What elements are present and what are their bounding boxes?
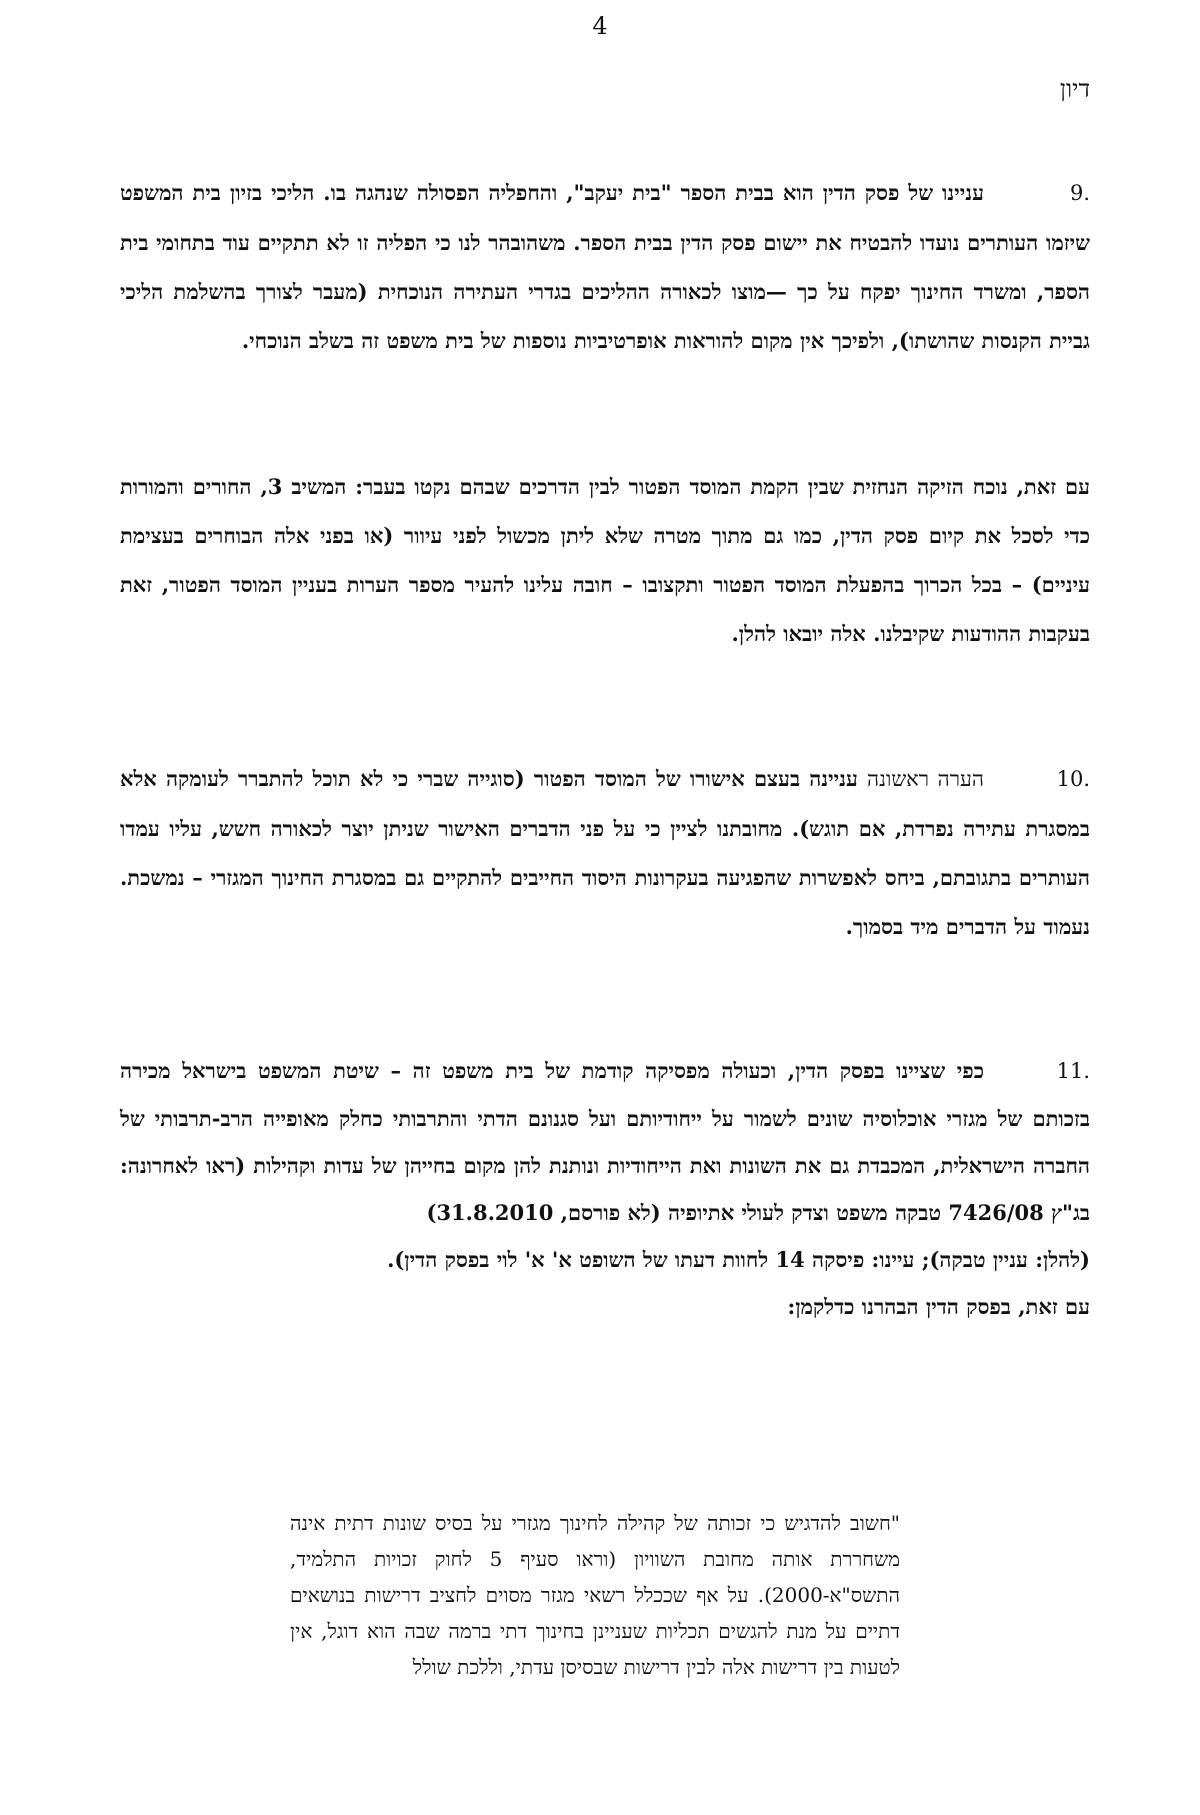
paragraph-text-intro: עם זאת, בפסק הדין הבהרנו כדלקמן: — [787, 1294, 1090, 1319]
paragraph-text: כפי שציינו בפסק הדין, וכעולה מפסיקה קודמת של בית משפט זה – שיטת המשפט בישראל מכירה בזכותם של מגזרי אוכלוסיה שונים לשמור על ייחודיותם ועל סגנונם הדתי והתרבותי כחלק מאופייה הרב-תרבותי של החברה הישראלית, המכבדת גם את השונות ואת הייחודיות ונותנת להן מקום בחייהן של עדות וקהילות (ראו לאחרונה: בג"ץ 7426/08 טבקה משפט וצדק לעולי אתיופיה (לא פורסם, 31.8.2010) — [120, 1058, 1090, 1225]
paragraph-number: .10 — [1056, 767, 1090, 791]
paragraph-number: .9 — [1069, 181, 1090, 205]
paragraph-number: .11 — [1056, 1059, 1090, 1083]
paragraph-11 — [120, 1047, 1090, 1330]
block-quote: "חשוב להדגיש כי זכותה של קהילה לחינוך מגזרי על בסיס שונות דתית אינה משחררת אותה מחובת השוויון (וראו סעיף 5 לחוק זכויות התלמיד, התשס"א-2000). על אף שככלל רשאי מגזר מסוים לחציב דרישות בנושאים דתיים על מנת להגשים תכליות שעניינן בחינוך דתי ברמה שבה הוא דוגל, אין לטעות בין דרישות אלה לבין דרישות שבסיסן עדתי, וללכת שולל — [290, 1511, 900, 1679]
section-title: דיון — [1059, 75, 1090, 103]
paragraph-text: עניינה בעצם אישורו של המוסד הפטור (סוגייה שברי כי לא תוכל להתברר לעומקה אלא במסגרת עתירה נפרדת, אם תוגש). מחובתנו לציין כי על פני הדברים האישור שניתן יוצר לכאורה חשש, עליו עמדו העותרים בתגובתם, ביחס לאפשרות שהפגיעה בעקרונות היסוד החייבים להתקיים גם במסגרת החינוך המגזרי – נמשכת. נעמוד על הדברים מיד בסמוך. — [120, 766, 1090, 939]
paragraph-10 — [120, 754, 1090, 951]
paragraph-text-citation: (להלן: עניין טבקה); עיינו: פיסקה 14 לחוות דעתו של השופט א' א' לוי בפסק הדין). — [387, 1247, 1090, 1272]
paragraph-text: עניינו של פסק הדין הוא בבית הספר "בית יעקב", והחפליה הפסולה שנהגה בו. הליכי בזיון בית המשפט שיזמו העותרים נועדו להבטיח את יישום פסק הדין בבית הספר. משהובהר לנו כי הפליה זו לא תתקיים עוד בתחומי בית הספר, ומשרד החינוך יפקח על כך —מוצו לכאורה ההליכים בגדרי העתירה הנוכחית (מעבר לצורך בהשלמת הליכי גביית הקנסות שהושתו), ולפיכך אין מקום להוראות אופרטיביות נוספות של בית משפט זה בשלב הנוכחי. — [120, 180, 1090, 353]
paragraph-9 — [120, 168, 1090, 365]
paragraph-lead-text: הערה ראשונה — [867, 767, 984, 791]
paragraph-text: עם זאת, נוכח הזיקה הנחזית שבין הקמת המוסד הפטור לבין הדרכים שבהם נקטו בעבר: המשיב 3, החורים והמורות כדי לסכל את קיום פסק הדין, כמו גם מתוך מטרה שלא ליתן מכשול לפני עיוור (או בפני אלה הבוחרים בעצימת עיניים) – בכל הכרוך בהפעלת המוסד הפטור ותקצובו – חובה עלינו להעיר מספר הערות בעניין המוסד הפטור, זאת בעקבות ההודעות שקיבלנו. אלה יובאו להלן. — [120, 474, 1090, 646]
page-number: 4 — [592, 12, 608, 40]
paragraph-9-continued — [120, 462, 1090, 658]
